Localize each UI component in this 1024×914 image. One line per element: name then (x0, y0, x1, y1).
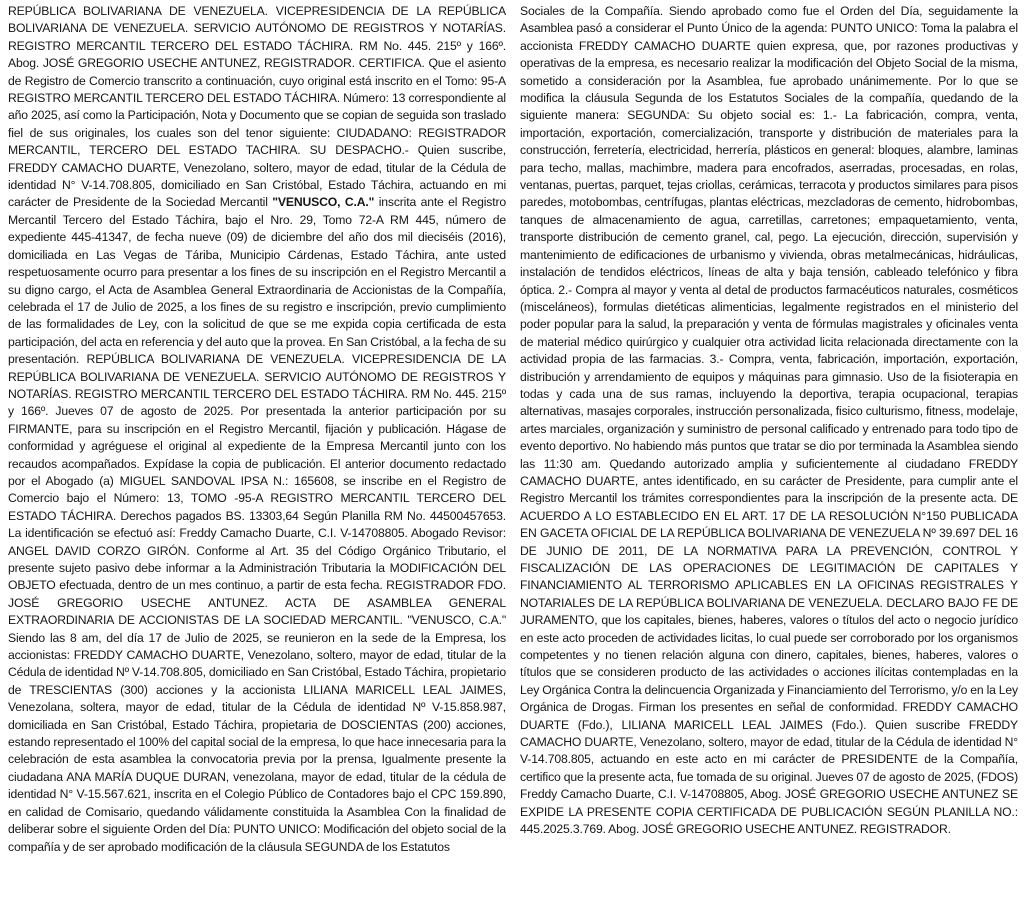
company-name-bold: "VENUSCO, C.A." (272, 195, 375, 210)
notice-right-paragraph: Sociales de la Compañía. Siendo aprobado como fue el Orden del Día, seguidamente la Asamblea pasó a considerar el Punto Único de la agenda: PUNTO UNICO: Toma la palabra el accionista FREDDY CAMACHO DUARTE quien expresa, que, por razones productivas y operativas de la empresa, es necesario realizar la modificación del Objeto Social de la misma, sometido a consideración por la Asamblea, fue aprobado unánimemente. Por lo que se modifica la cláusula Segunda de los Estatutos Sociales de la compañía, quedando de la siguiente manera: SEGUNDA: Su objeto social es: 1.- La fabricación, compra, venta, importación, exportación, comercialización, transporte y distribución de materiales para la construcción, ferretería, electricidad, herrería, plásticos en general: bloques, alambre, laminas para techo, mallas, machimbre, madera para encofrados, aserradas, procesadas, en rolas, ventanas, puertas, parquet, tejas criollas, cerámicas, terracota y productos similares para pisos paredes, motobombas, centrífugas, plantas eléctricas, mezcladoras de cemento, hidrobombas, tanques de almacenamiento de agua, carretillas, carretones; empaquetamiento, venta, transporte distribución de cemento granel, cal, pego. La ejecución, dirección, supervisión y mantenimiento de edificaciones de urbanismo y vivienda, obras metalmecánicas, hidráulicas, instalación de tendidos eléctricos, líneas de alta y baja tensión, cableado telefónico y fibra óptica. 2.- Compra al mayor y venta al detal de productos farmacéuticos naturales, cosméticos (misceláneos), formulas dietéticas alimenticias, legalmente registrados en el ministerio del poder popular para la salud, la preparación y venta de fórmulas magistrales y oficinales venta de material médico quirúrgico y cualquier otra actividad licita relacionada directamente con la actividad propia de las farmacias. 3.- Compra, venta, fabricación, importación, exportación, distribución y arrendamiento de equipos y máquinas para gimnasio. Uso de la fisioterapia en todas y cada una de sus ramas, incluyendo la deportiva, terapia ocupacional, terapias alternativas, masajes corporales, instrucción personalizada, fisico culturismo, fitness, modelaje, artes marciales, organización y suministro de personal calificado y entrenado para todo tipo de evento deportivo. No habiendo más puntos que tratar se dio por terminada la Asamblea siendo las 11:30 am. Quedando autorizado amplia y suficientemente al ciudadano FREDDY CAMACHO DUARTE, antes identificado, en su carácter de Presidente, para cumplir ante el Registro Mercantil los trámites correspondientes para la inscripción de la presente acta. DE ACUERDO A LO ESTABLECIDO EN EL ART. 17 DE LA RESOLUCIÓN N°150 PUBLICADA EN GACETA OFICIAL DE LA REPÚBLICA BOLIVARIANA DE VENEZUELA Nº 39.697 DEL 16 DE JUNIO DE 2011, DE LA NORMATIVA PARA LA PREVENCIÓN, CONTROL Y FISCALIZACIÓN DE LAS OPERACIONES DE LEGITIMACIÓN DE CAPITALES Y FINANCIAMIENTO AL TERRORISMO APLICABLES EN LA OFICINAS REGISTRALES Y NOTARIALES DE LA REPÚBLICA BOLIVARIANA DE VENEZUELA. DECLARO BAJO FE DE JURAMENTO, que los capitales, bienes, haberes, valores o títulos del acto o negocio jurídico en este acto proceden de actividades licitas, lo cual puede ser corroborado por los organismos competentes y no tienen relación alguna con dinero, capitales, bienes, haberes, valores o títulos que se consideren producto de las actividades o acciones ilícitas contempladas en la Ley Orgánica Contra la delincuencia Organizada y Financiamiento del Terrorismo, y/o en la Ley Orgánica de Drogas. Firman los presentes en señal de conformidad. FREDDY CAMACHO DUARTE (Fdo.), LILIANA MARICELL LEAL JAIMES (Fdo.). Quien suscribe FREDDY CAMACHO DUARTE, Venezolano, soltero, mayor de edad, titular de la Cédula de identidad N° V-14.708.805, actuando en este acto en mi carácter de PRESIDENTE de la Compañía, certifico que la presente acta, fue tomada de su original. Jueves 07 de agosto de 2025, (FDOS) Freddy Camacho Duarte, C.I. V-14708805, Abog. JOSÉ GREGORIO USECHE ANTUNEZ SE EXPIDE LA PRESENTE COPIA CERTIFICADA DE PUBLICACIÓN SEGÚN PLANILLA NO.: 445.2025.3.769. Abog. JOSÉ GREGORIO USECHE ANTUNEZ. REGISTRADOR. (520, 4, 1018, 837)
notice-left-text-part2: inscrita ante el Registro Mercantil Tercero del Estado Táchira, bajo el Nro. 29, Tomo 72-A RM 445, número de expediente 445-41347, de fecha nueve (09) de diciembre del año dos mil dieciséis (2016), domiciliada en Las Vegas de Táriba, Municipio Cárdenas, Estado Táchira, ante usted respetuosamente ocurro para presentar a los fines de su inscripción en el Registro Mercantil a su digno cargo, el Acta de Asamblea General Extraordinaria de Accionistas de la Compañía, celebrada el 17 de Julio de 2025, a los fines de su registro e inscripción, previo cumplimiento de las formalidades de Ley, con la solicitud de que se me expida copia certificada de esta participación, del acta en referencia y del auto que la provea. En San Cristóbal, a la fecha de su presentación. REPÚBLICA BOLIVARIANA DE VENEZUELA. VICEPRESIDENCIA DE LA REPÚBLICA BOLIVARIANA DE VENEZUELA. SERVICIO AUTÓNOMO DE REGISTROS Y NOTARÍAS. REGISTRO MERCANTIL TERCERO DEL ESTADO TÁCHIRA. RM No. 445. 215º y 166º. Jueves 07 de agosto de 2025. Por presentada la anterior participación por su FIRMANTE, para su inscripción en el Registro Mercantil, fijación y publicación. Hágase de conformidad y agréguese el original al expediente de la Empresa Mercantil junto con los recaudos acompañados. Expídase la copia de publicación. El anterior documento redactado por el Abogado (a) MIGUEL SANDOVAL IPSA N.: 165608, se inscribe en el Registro de Comercio bajo el Número: 13, TOMO -95-A REGISTRO MERCANTIL TERCERO DEL ESTADO TÁCHIRA. Derechos pagados BS. 13303,64 Según Planilla RM No. 44500457653. La identificación se efectuó así: Freddy Camacho Duarte, C.I. V-14708805. Abogado Revisor: ANGEL DAVID CORZO GIRÓN. Conforme al Art. 35 del Código Orgánico Tributario, el presente sujeto pasivo debe informar a la Administración Tributaria la MODIFICACIÓN DEL OBJETO efectuada, dentro de un mes continuo, a partir de esta fecha. REGISTRADOR FDO. JOSÉ GREGORIO USECHE ANTUNEZ. ACTA DE ASAMBLEA GENERAL EXTRAORDINARIA DE ACCIONISTAS DE LA SOCIEDAD MERCANTIL. "VENUSCO, C.A." Siendo las 8 am, del día 17 de Julio de 2025, se reunieron en la sede de la Empresa, los accionistas: FREDDY CAMACHO DUARTE, Venezolano, soltero, mayor de edad, titular de la Cédula de identidad Nº V-14.708.805, domiciliado en San Cristóbal, Estado Táchira, propietario de TRESCIENTAS (300) acciones y la accionista LILIANA MARICELL LEAL JAIMES, Venezolana, soltera, mayor de edad, titular de la Cédula de identidad Nº V-15.858.987, domiciliada en San Cristóbal, Estado Táchira, propietaria de DOSCIENTAS (200) acciones, estando representado el 100% del capital social de la empresa, lo que hace innecesaria para la celebración de esta asamblea la convocatoria previa por la prensa, Igualmente presente la ciudadana ANA MARÍA DUQUE DURAN, venezolana, mayor de edad, titular de la cédula de identidad N° V-15.567.621, inscrita en el Colegio Público de Contadores bajo el CPC 159.890, en calidad de Comisario, quedando válidamente constituida la Asamblea Con la finalidad de deliberar sobre el siguiente Orden del Día: PUNTO UNICO: Modificación del objeto social de la compañía y de ser aprobado modificación de la cláusula SEGUNDA de los Estatutos (8, 195, 506, 854)
notice-left-column (8, 3, 506, 909)
notice-left-text-part1: REPÚBLICA BOLIVARIANA DE VENEZUELA. VICEPRESIDENCIA DE LA REPÚBLICA BOLIVARIANA DE VENEZUELA. SERVICIO AUTÓNOMO DE REGISTROS Y NOTARÍAS. REGISTRO MERCANTIL TERCERO DEL ESTADO TÁCHIRA. RM No. 445. 215º y 166º. Abog. JOSÉ GREGORIO USECHE ANTUNEZ, REGISTRADOR. CERTIFICA. Que el asiento de Registro de Comercio transcrito a continuación, cuyo original está inscrito en el Tomo: 95-A REGISTRO MERCANTIL TERCERO DEL ESTADO TÁCHIRA. Número: 13 correspondiente al año 2025, así como la Participación, Nota y Documento que se copian de seguida son traslado fiel de sus originales, los cuales son del tenor siguiente: CIUDADANO: REGISTRADOR MERCANTIL, TERCERO DEL ESTADO TACHIRA. SU DESPACHO.- Quien suscribe, FREDDY CAMACHO DUARTE, Venezolano, soltero, mayor de edad, titular de la Cédula de identidad N° V-14.708.805, domiciliado en San Cristóbal, Estado Táchira, actuando en mi carácter de Presidente de la Sociedad Mercantil (8, 4, 506, 210)
notice-left-paragraph (8, 3, 506, 856)
notice-right-column (520, 3, 1018, 909)
